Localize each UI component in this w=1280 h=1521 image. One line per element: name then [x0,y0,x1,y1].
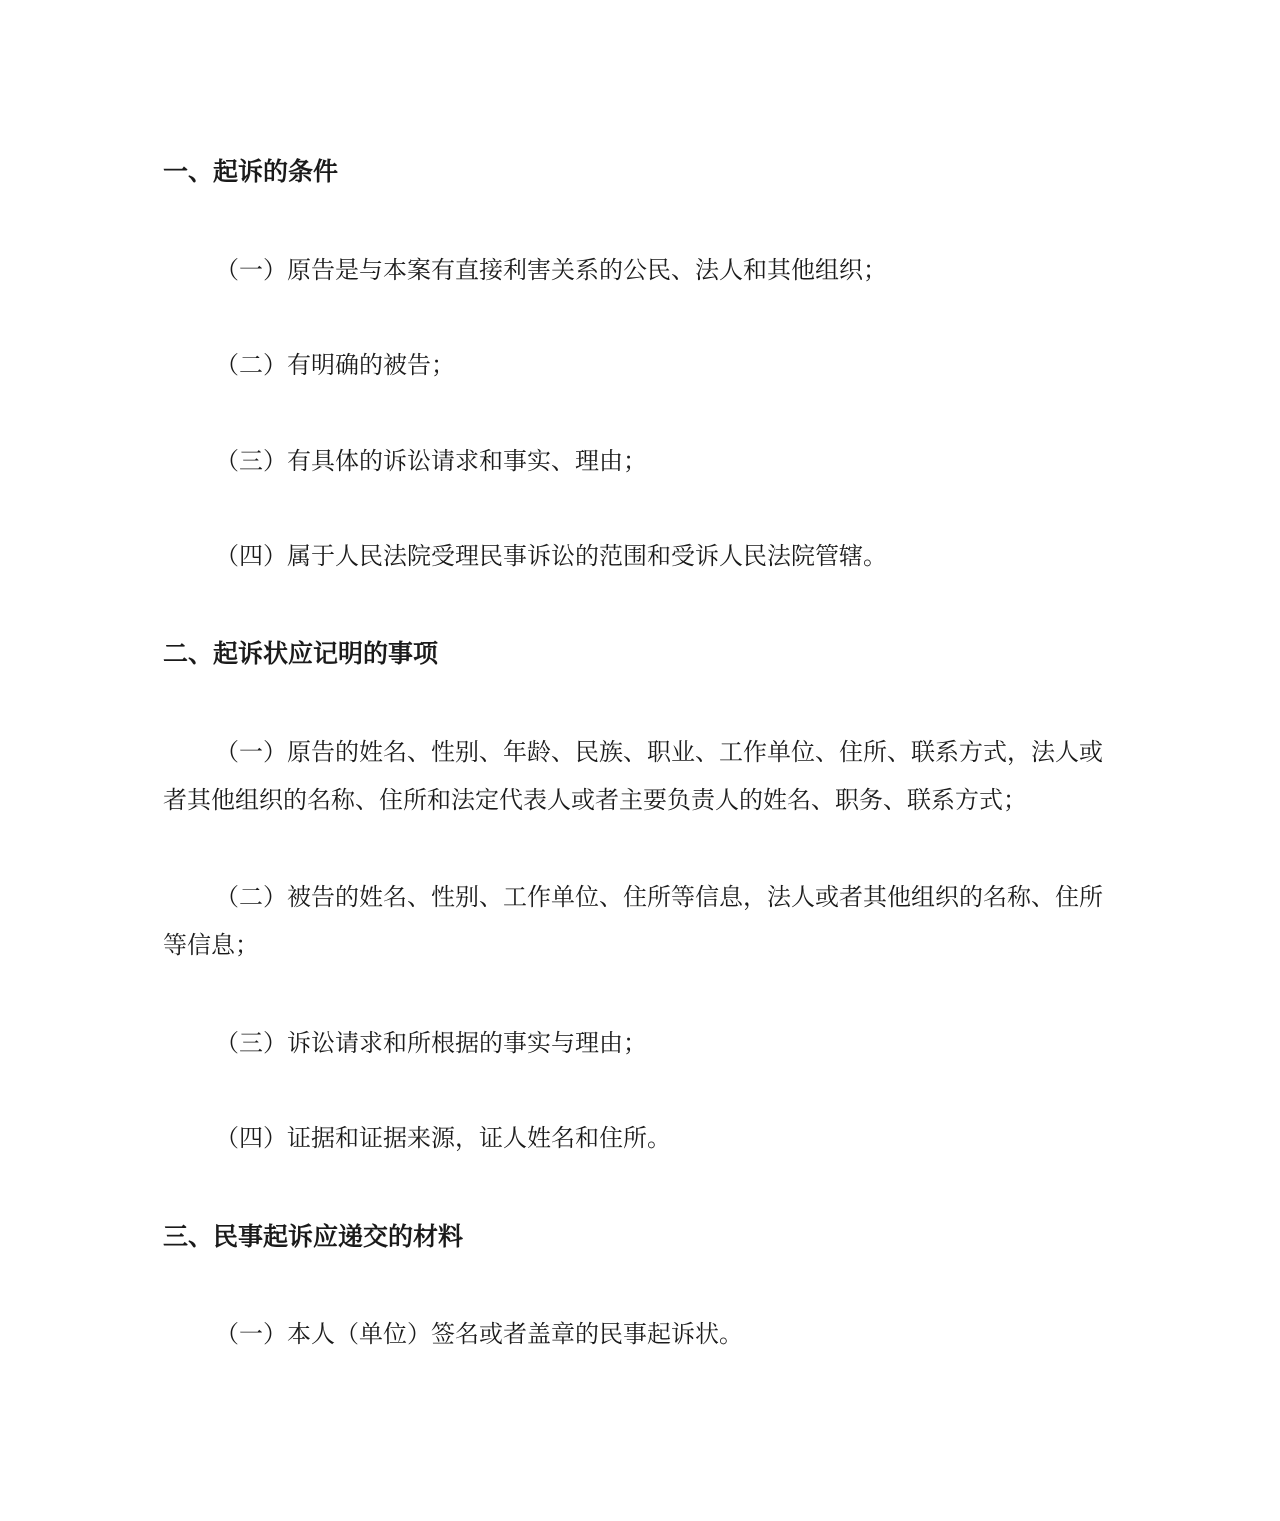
complaint-item-3: （三）诉讼请求和所根据的事实与理由； [215,1029,647,1057]
condition-item-4: （四）属于人民法院受理民事诉讼的范围和受诉人民法院管辖。 [215,542,887,570]
complaint-item-1: （一）原告的姓名、性别、年龄、民族、职业、工作单位、住所、联系方式，法人或者其他组织的名称、住所和法定代表人或者主要负责人的姓名、职务、联系方式； [163,738,1103,814]
condition-item-2: （二）有明确的被告； [215,351,455,379]
condition-item-3: （三）有具体的诉讼请求和事实、理由； [215,447,647,475]
section-heading-conditions: 一、起诉的条件 [163,157,339,186]
section-heading-materials: 三、民事起诉应递交的材料 [163,1222,464,1251]
section-heading-complaint-contents: 二、起诉状应记明的事项 [163,639,439,668]
complaint-item-2: （二）被告的姓名、性别、工作单位、住所等信息，法人或者其他组织的名称、住所等信息； [163,883,1103,959]
materials-item-1: （一）本人（单位）签名或者盖章的民事起诉状。 [215,1320,743,1348]
condition-item-1: （一）原告是与本案有直接利害关系的公民、法人和其他组织； [215,256,887,284]
complaint-item-4: （四）证据和证据来源，证人姓名和住所。 [215,1124,671,1152]
